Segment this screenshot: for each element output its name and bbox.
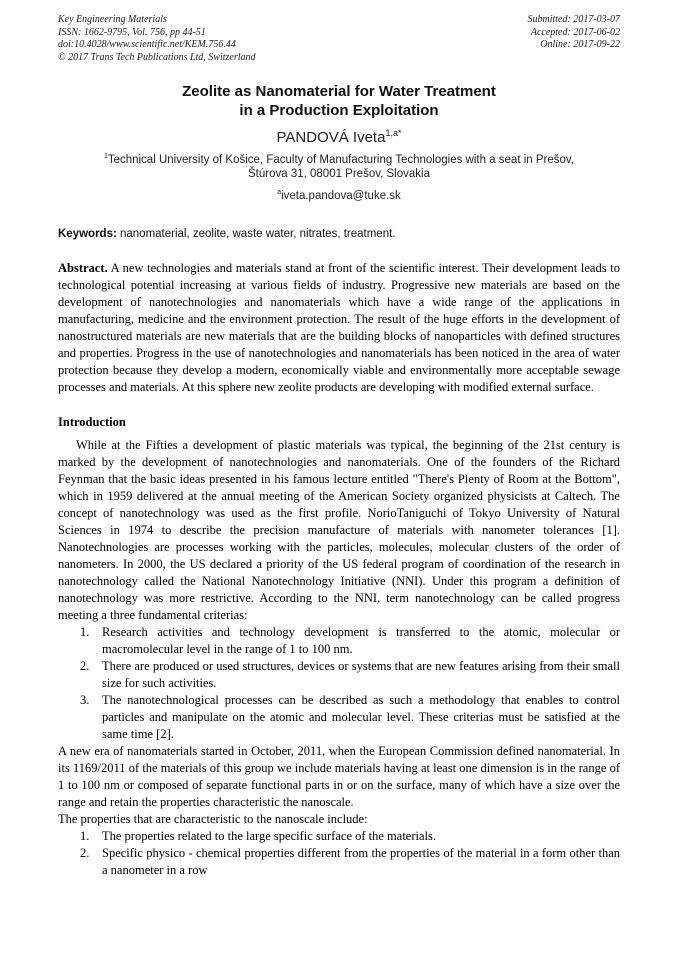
list-item	[58, 845, 620, 879]
author-superscript: 1,a*	[385, 128, 402, 138]
author-line	[58, 129, 620, 146]
list-item-number: 3.	[80, 693, 90, 707]
properties-list	[58, 828, 620, 879]
paper-title-line1: Zeolite as Nanomaterial for Water Treatment	[182, 83, 496, 100]
introduction-paragraph-1: While at the Fifties a development of plastic materials was typical, the beginning of the 21st century is marked by the development of nanotechnologies and nanomaterials. One of the founders of the Richard Feynman that the basic ideas presented in his famous lecture entitled "There's Plenty of Room at the Bottom", which in 1959 delivered at the annual meeting of the American Society organized physicists at Caltech. The concept of nanotechnology was used as the first profile. NorioTaniguchi of Tokyo University of Natural Sciences in 1974 to describe the precision manufacture of materials with nanometer tolerances [1]. Nanotechnologies are processes working with the particles, molecules, molecular clusters of the order of nanometers. In 2000, the US declared a priority of the US federal program of coordination of the research in nanotechnology called the National Nanotechnology Initiative (NNI). Under this program a definition of nanotechnology was more restrictive. According to the NNI, term nanotechnology can be called progress meeting a three fundamental criterias:	[58, 438, 620, 622]
introduction-paragraph-3: The properties that are characteristic to the nanoscale include:	[58, 812, 368, 826]
list-item-text: The nanotechnological processes can be described as such a methodology that enables to control particles and manipulate on the atomic and molecular level. These criterias must be satisfied at the same time [2].	[102, 693, 620, 741]
online-date: Online: 2017-09-22	[540, 39, 620, 50]
list-item	[58, 624, 620, 658]
affiliation-text-1: Technical University of Košice, Faculty of Manufacturing Technologies with a seat in Prešov,	[107, 154, 575, 166]
paper-title-line2: in a Production Exploitation	[239, 102, 439, 119]
email-superscript: a	[277, 189, 282, 197]
copyright-line: © 2017 Trans Tech Publications Ltd, Switzerland	[58, 51, 256, 63]
introduction-paragraph-2: A new era of nanomaterials started in October, 2011, when the European Commission defined nanomaterial. In its 1169/2011 of the materials of this group we include materials having at least one dimension is in the range of 1 to 100 nm or composed of separate functional parts in or on the surface, many of which have a size over the range and retain the properties characteristic the nanoscale.	[58, 744, 620, 809]
list-item-text: There are produced or used structures, devices or systems that are new features arising from their small size for such activities.	[102, 659, 620, 690]
affiliation-block	[58, 153, 620, 181]
author-name: PANDOVÁ Iveta	[276, 129, 386, 146]
email-address: iveta.pandova@tuke.sk	[281, 190, 401, 202]
journal-info	[58, 14, 256, 64]
paper-title	[58, 82, 620, 120]
list-item-text: Research activities and technology development is transferred to the atomic, molecular or macromolecular level in the range of 1 to 100 nm.	[102, 625, 620, 656]
journal-masthead	[58, 14, 620, 64]
list-item	[58, 692, 620, 743]
affiliation-line2: Štúrova 31, 08001 Prešov, Slovakia	[248, 168, 430, 180]
submitted-date: Submitted: 2017-03-07	[527, 14, 620, 25]
accepted-date: Accepted: 2017-06-02	[530, 26, 620, 38]
criteria-list	[58, 624, 620, 743]
list-item-text: Specific physico - chemical properties different from the properties of the material in a form other than a nanometer in a row	[102, 846, 620, 877]
list-item	[58, 658, 620, 692]
doi-line: doi:10.4028/www.scientific.net/KEM.756.44	[58, 39, 236, 50]
list-item-number: 2.	[80, 659, 90, 673]
keywords-text: nanomaterial, zeolite, waste water, nitrates, treatment.	[116, 228, 396, 240]
affiliation-superscript: 1	[103, 153, 108, 161]
abstract-label: Abstract.	[58, 261, 108, 275]
section-heading-introduction: Introduction	[58, 415, 126, 429]
journal-name: Key Engineering Materials	[58, 14, 167, 25]
abstract-text: A new technologies and materials stand at front of the scientific interest. Their development leads to technological potential increasing at various fields of industry. Progressive new materials are based on the development of nanotechnologies and nanomaterials which have a wide range of the applications in manufacturing, medicine and the environment protection. The result of the huge efforts in the development of nanostructured materials are new materials that are the building blocks of nanoparticles with defined structures and properties. Progress in the use of nanotechnologies and nanomaterials has been noticed in the area of water protection because they develop a modern, economically viable and environmentally more acceptable sewage processes and materials. At this sphere new zeolite products are developing with modified external surface.	[58, 261, 620, 394]
affiliation-line1	[58, 153, 620, 167]
list-item	[58, 828, 620, 845]
list-item-number: 2.	[80, 846, 90, 860]
abstract-paragraph	[58, 260, 620, 396]
issn-volume-line: ISSN: 1662-9795, Vol. 756, pp 44-51	[58, 26, 206, 38]
list-item-number: 1.	[80, 829, 90, 843]
keywords-line	[58, 228, 620, 240]
keywords-label: Keywords:	[58, 228, 117, 240]
list-item-text: The properties related to the large specific surface of the materials.	[102, 829, 436, 843]
list-item-number: 1.	[80, 625, 90, 639]
email-line	[58, 190, 620, 202]
submission-dates	[528, 14, 621, 64]
